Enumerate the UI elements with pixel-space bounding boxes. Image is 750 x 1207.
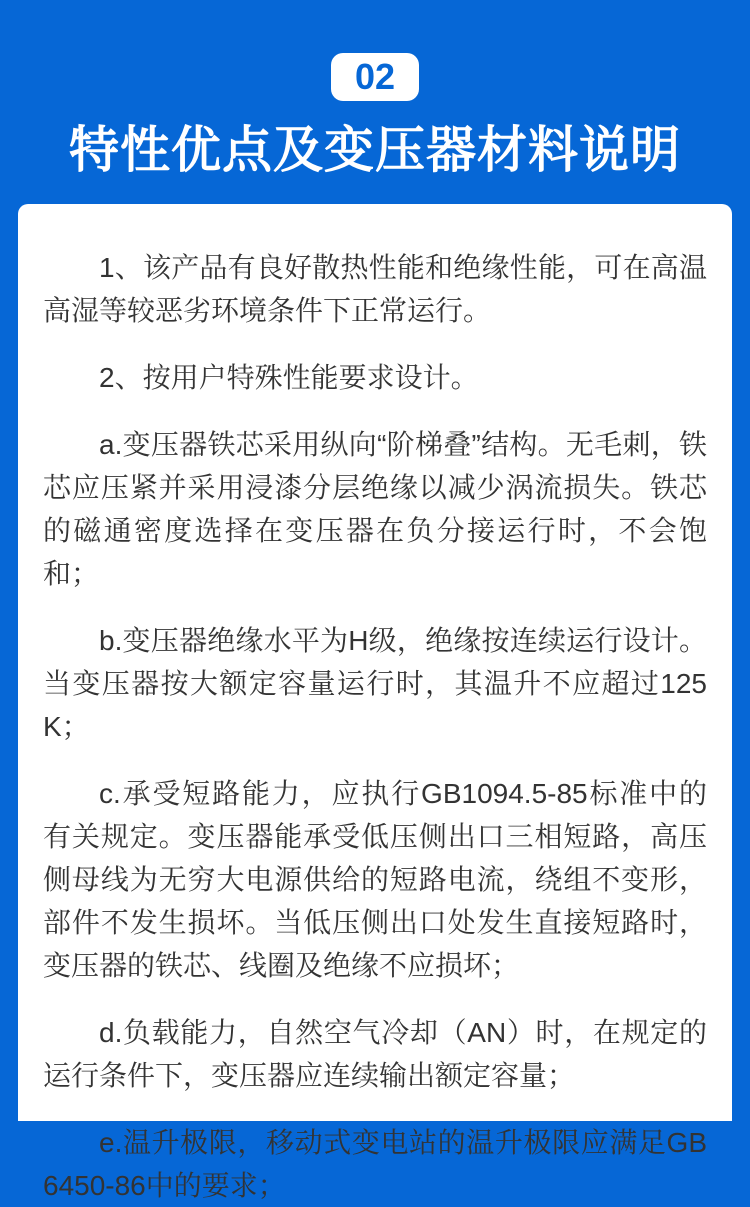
section-number-badge bbox=[331, 53, 419, 101]
paragraph-b: b.变压器绝缘水平为H级，绝缘按连续运行设计。当变压器按大额定容量运行时，其温升不应超过125K； bbox=[43, 625, 707, 742]
content-card bbox=[18, 204, 732, 1201]
section-number: 02 bbox=[354, 56, 396, 97]
paragraph-d: d.负载能力，自然空气冷却（AN）时，在规定的运行条件下，变压器应连续输出额定容量； bbox=[43, 1017, 707, 1091]
paragraph-2: 2、按用户特殊性能要求设计。 bbox=[99, 362, 479, 393]
paragraph-a: a.变压器铁芯采用纵向“阶梯叠”结构。无毛刺，铁芯应压紧并采用浸漆分层绝缘以减少涡流损失。铁芯的磁通密度选择在变压器在负分接运行时，不会饱和； bbox=[43, 429, 707, 589]
header-section bbox=[0, 0, 750, 183]
paragraph-c: c.承受短路能力，应执行GB1094.5-85标准中的有关规定。变压器能承受低压侧出口三相短路，高压侧母线为无穷大电源供给的短路电流，绕组不变形，部件不发生损坏。当低压侧出口处发生直接短路时，变压器的铁芯、线圈及绝缘不应损坏； bbox=[43, 778, 707, 981]
paragraph-e: e.温升极限，移动式变电站的温升极限应满足GB6450-86中的要求； bbox=[43, 1127, 707, 1201]
page-title: 特性优点及变压器材料说明 bbox=[69, 120, 681, 179]
paragraph-1: 1、该产品有良好散热性能和绝缘性能，可在高温高湿等较恶劣环境条件下正常运行。 bbox=[43, 252, 707, 326]
